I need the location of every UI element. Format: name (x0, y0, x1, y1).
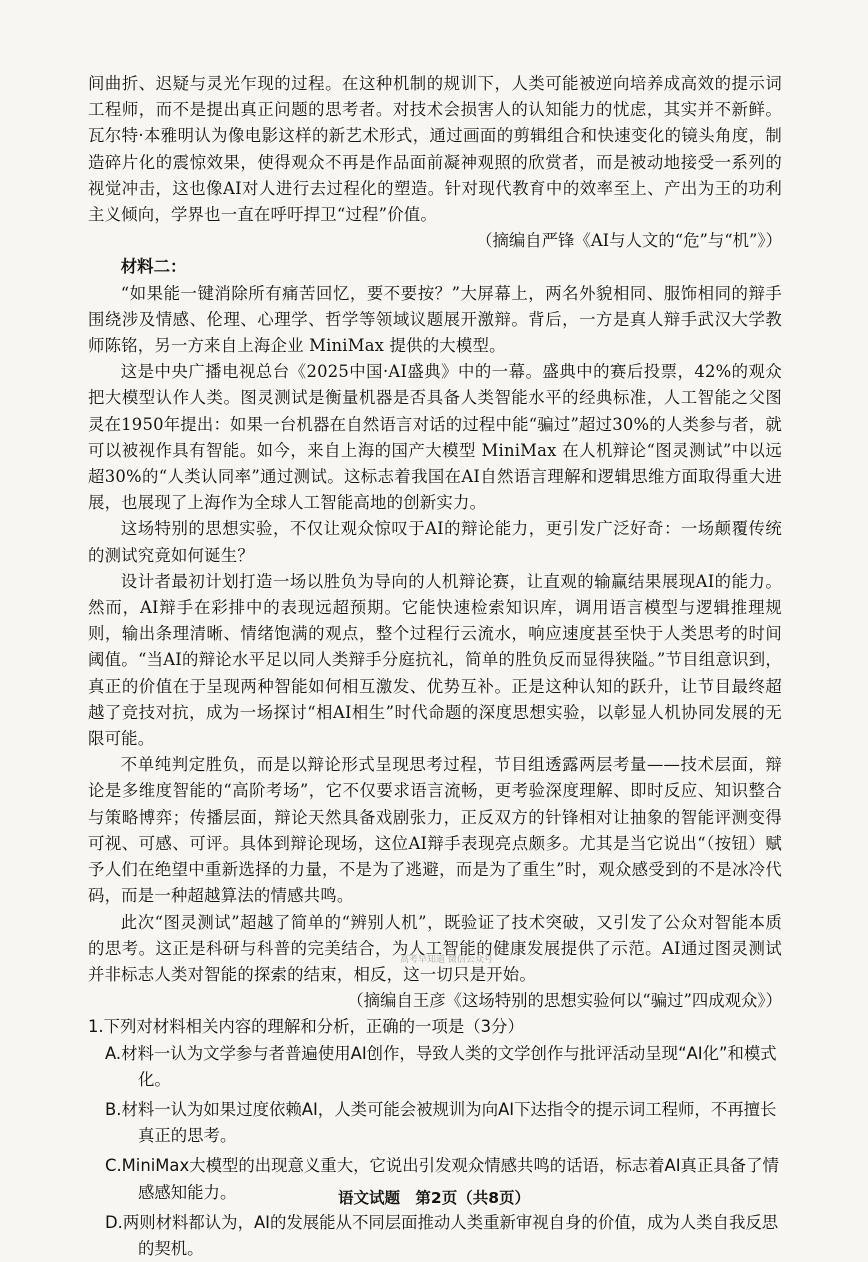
material2-paragraph: “如果能一键消除所有痛苦回忆，要不要按？”大屏幕上，两名外貌相同、服饰相同的辩手围绕涉及情感、伦理、心理学、哲学等领域议题展开激辩。背后，一方是真人辩手武汉大学教师陈铭，另一方来自上海企业 MiniMax 提供的大模型。 (88, 283, 782, 356)
option-c: C.MiniMax大模型的出现意义重大，它说出引发观众情感共鸣的话语，标志着AI真正具备了情感感知能力。 (105, 1156, 779, 1202)
material2-paragraph: 此次“图灵测试”超越了简单的“辨别人机”，既验证了技术突破，又引发了公众对智能本质的思考。这正是科研与科普的完美结合，为人工智能的健康发展提供了示范。AI通过图灵测试并非标志人类对智能的探索的结束，相反，这一切只是开始。 (88, 912, 782, 984)
page-footer (0, 1186, 868, 1208)
material2-paragraph: 这是中央广播电视总台《2025中国·AI盛典》中的一幕。盛典中的赛后投票，42%的观众把大模型认作人类。图灵测试是衡量机器是否具备人类智能水平的经典标准，人工智能之父图灵在1950年提出：如果一台机器在自然语言对话的过程中能“骗过”超过30%的人类参与者，就可以被视作具有智能。如今，来自上海的国产大模型 MiniMax 在人机辩论“图灵测试”中以远超30%的“人类认同率”通过测试。这标志着我国在AI自然语言理解和逻辑思维方面取得重大进展，也展现了上海作为全球人工智能高地的创新实力。 (88, 362, 782, 513)
material2-heading: 材料二： (120, 257, 187, 277)
option-a: A.材料一认为文学参与者普遍使用AI创作，导致人类的文学创作与批评活动呈现“AI化”和模式化。 (105, 1043, 777, 1089)
material2-paragraph: 设计者最初计划打造一场以胜负为导向的人机辩论赛，让直观的输赢结果展现AI的能力。然而，AI辩手在彩排中的表现远超预期。它能快速检索知识库，调用语言模型与逻辑推理规则，输出条理清晰、情绪饱满的观点，整个过程行云流水，响应速度甚至快于人类思考的时间阈值。“当AI的辩论水平足以同人类辩手分庭抗礼，简单的胜负反而显得狭隘。”节目组意识到，真正的价值在于呈现两种智能如何相互激发、优势互补。正是这种认知的跃升，让节目最终超越了竞技对抗，成为一场探讨“相AI相生”时代命题的深度思想实验，以彰显人机协同发展的无限可能。 (88, 571, 782, 749)
material1-tail-paragraph: 间曲折、迟疑与灵光乍现的过程。在这种机制的规训下，人类可能被逆向培养成高效的提示词工程师，而不是提出真正问题的思考者。对技术会损害人的认知能力的忧虑，其实并不新鲜。瓦尔特·本雅明认为像电影这样的新艺术形式，通过画面的剪辑组合和快速变化的镜头角度，制造碎片化的震惊效果，使得观众不再是作品面前凝神观照的欣赏者，而是被动地接受一系列的视觉冲击，这也像AI对人进行去过程化的塑造。针对现代教育中的效率至上、产出为王的功利主义倾向，学界也一直在呼吁捍卫“过程”价值。 (88, 74, 782, 225)
material2-source: （摘编自王彦《这场特别的思想实验何以“骗过”四成观众》） (347, 991, 782, 1011)
watermark: 高考早知道 微信公众号 (400, 955, 493, 965)
material2-paragraph: 不单纯判定胜负，而是以辩论形式呈现思考过程，节目组透露两层考量——技术层面，辩论是多维度智能的“高阶考场”，它不仅要求语言流畅，更考验深度理解、即时反应、知识整合与策略博弈；传播层面，辩论天然具备戏剧张力，正反双方的针锋相对让抽象的智能评测变得可视、可感、可评。具体到辩论现场，这位AI辩手表现亮点颇多。尤其是当它说出“（按钮）赋予人们在绝望中重新选择的力量，不是为了逃避，而是为了重生”时，观众感受到的不是冰冷代码，而是一种超越算法的情感共鸣。 (88, 755, 782, 906)
option-d: D.两则材料都认为，AI的发展能从不同层面推动人类重新审视自身的价值，成为人类自我反思的契机。 (105, 1212, 779, 1258)
material2-paragraph: 这场特别的思想实验，不仅让观众惊叹于AI的辩论能力，更引发广泛好奇：一场颠覆传统的测试究竟如何诞生？ (88, 519, 782, 565)
footer-subject: 语文试题 (338, 1189, 401, 1207)
footer-page-number: 第2页（共8页） (415, 1189, 530, 1207)
option-b: B.材料一认为如果过度依赖AI，人类可能会被规训为向AI下达指令的提示词工程师，不再擅长真正的思考。 (105, 1099, 777, 1146)
question-1-stem: 1.下列对材料相关内容的理解和分析，正确的一项是（3分） (88, 1017, 524, 1037)
material1-source: （摘编自严锋《AI与人文的“危”与“机”》） (476, 231, 782, 251)
